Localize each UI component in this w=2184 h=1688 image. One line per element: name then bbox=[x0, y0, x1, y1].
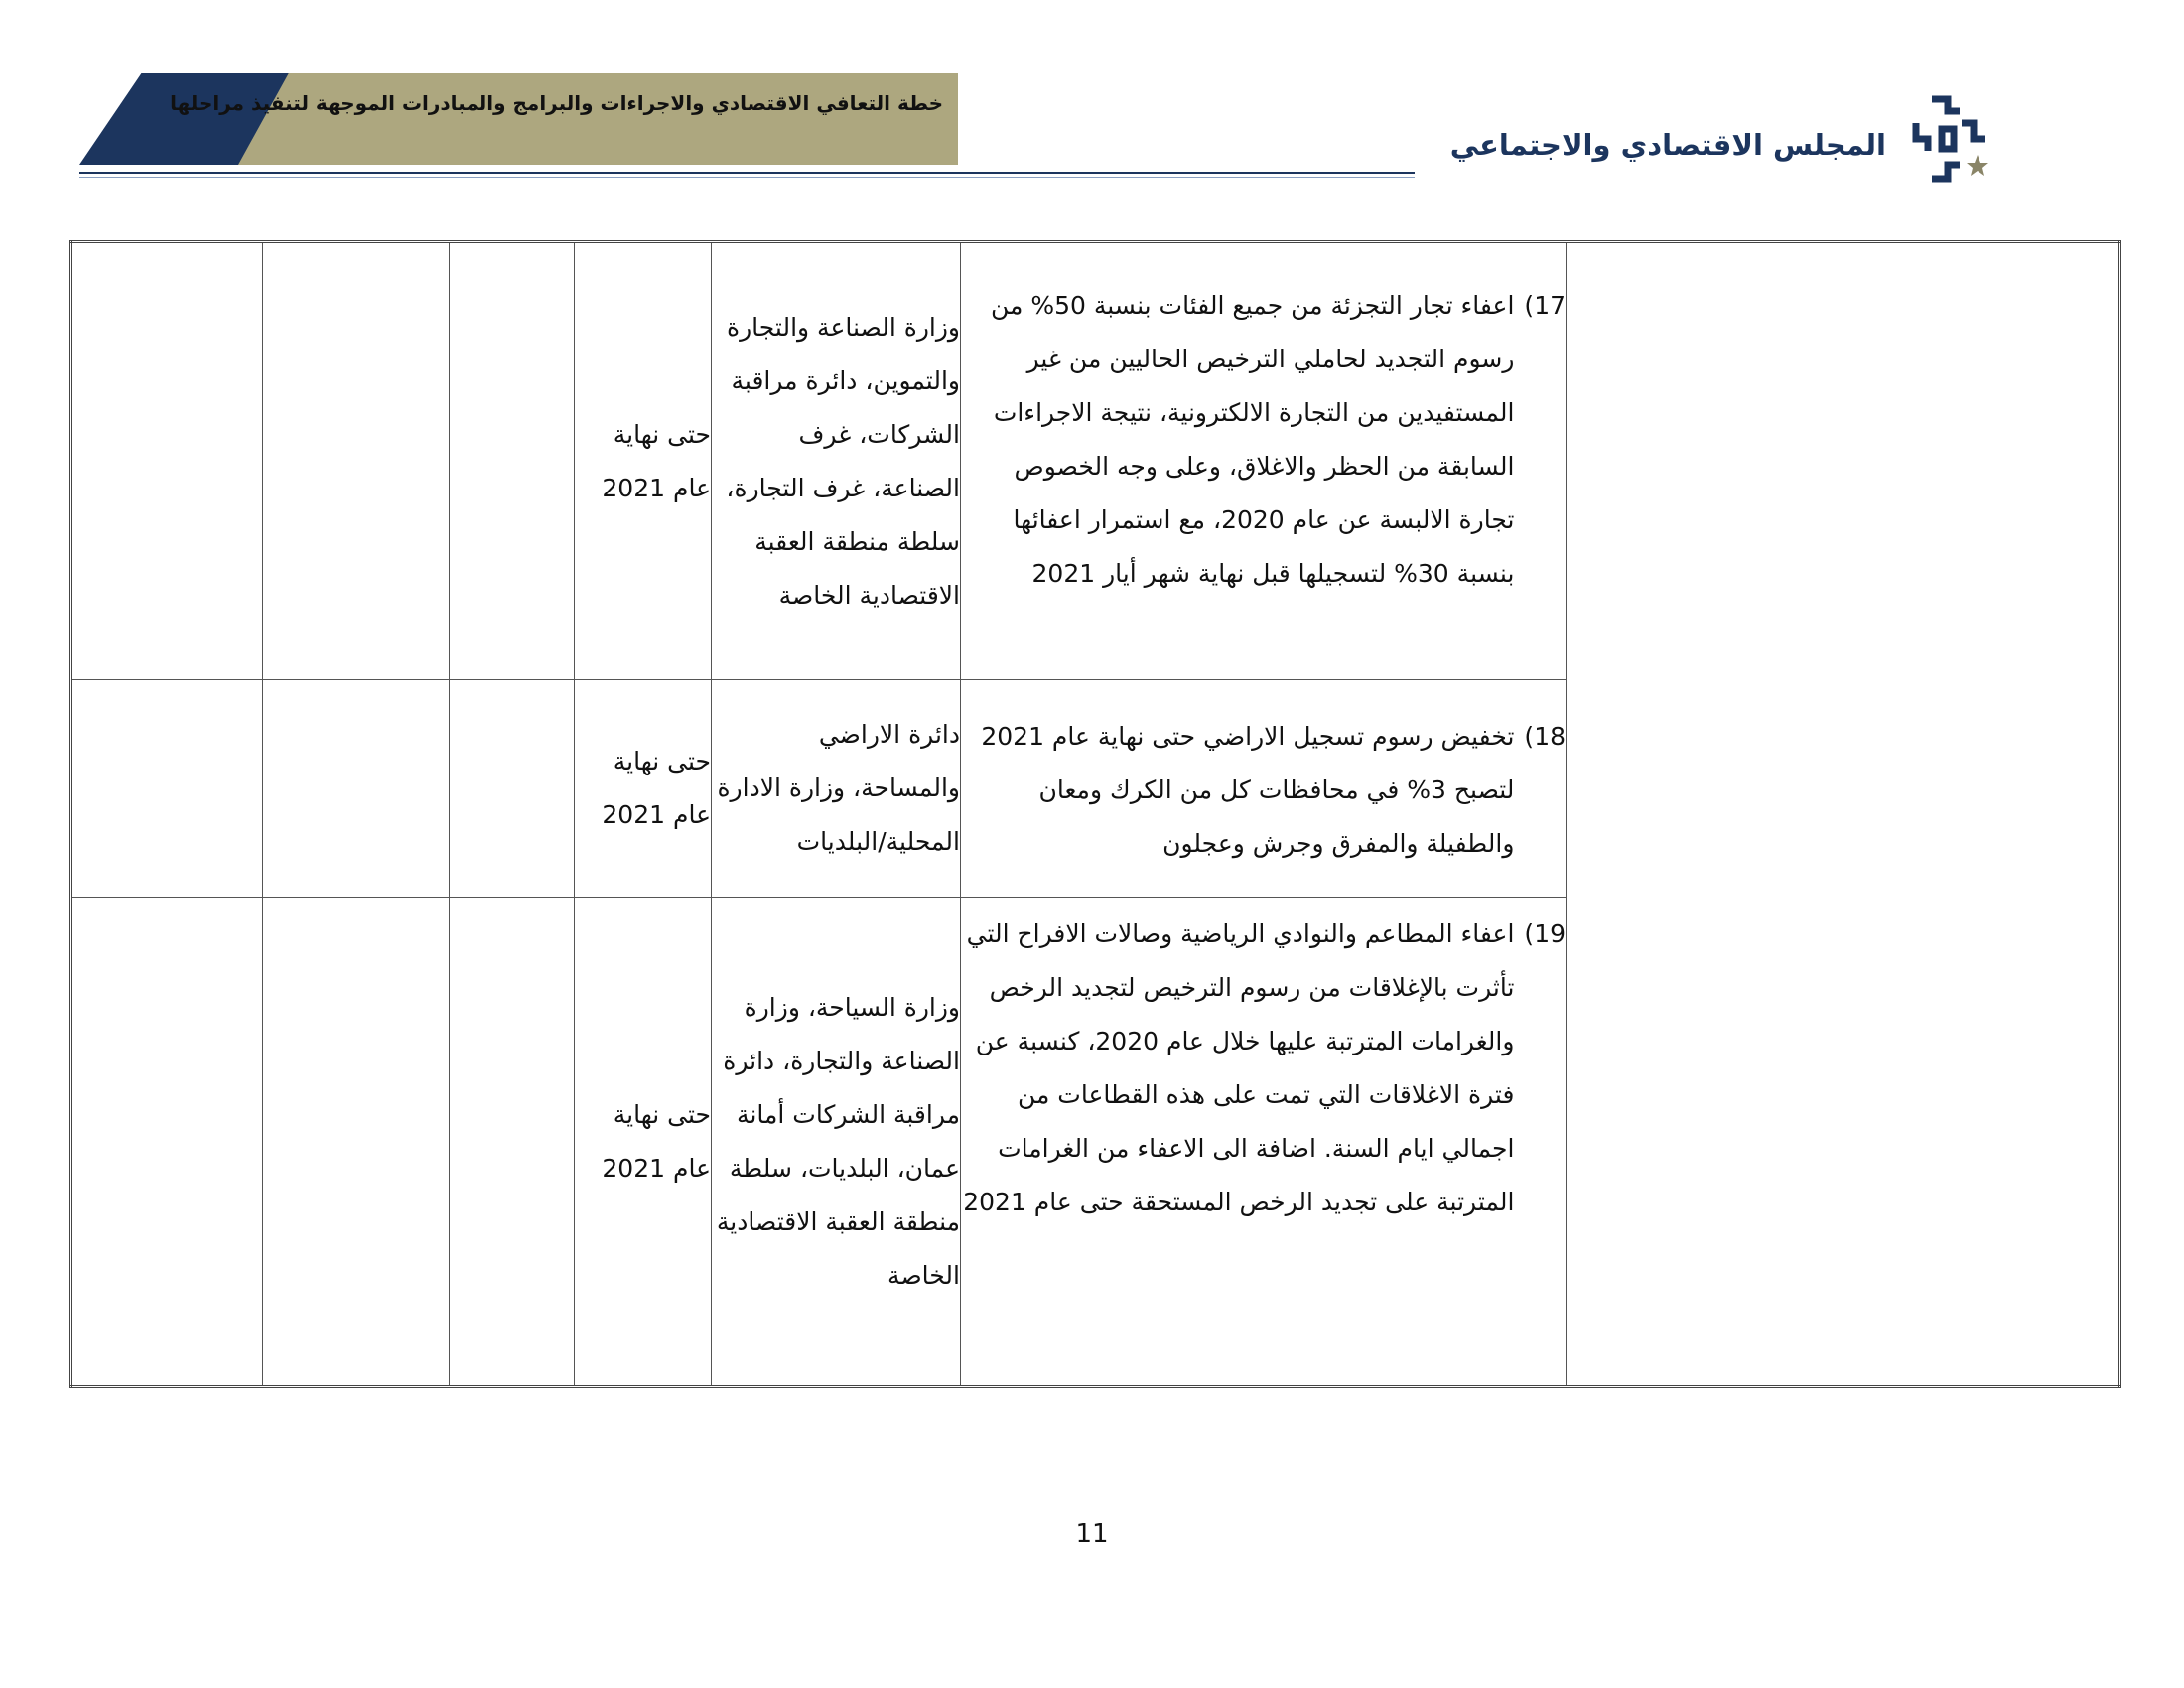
item-number: 19) bbox=[1524, 919, 1566, 948]
empty-cell bbox=[71, 680, 263, 898]
empty-cell bbox=[450, 242, 575, 680]
entities-cell: دائرة الاراضي والمساحة، وزارة الادارة المحلية/البلديات bbox=[712, 680, 961, 898]
entities-cell: وزارة السياحة، وزارة الصناعة والتجارة، دائرة مراقبة الشركات أمانة عمان، البلديات، سلطة منطقة العقبة الاقتصادية الخاصة bbox=[712, 898, 961, 1387]
measure-cell bbox=[961, 242, 1567, 680]
measure-text: اعفاء المطاعم والنوادي الرياضية وصالات الافراح التي تأثرت بالإغلاقات من رسوم الترخيص لتجديد الرخص والغرامات المترتبة عليها خلال عام 2020، كنسبة عن فترة الاغلاقات التي تمت على هذه القطاعات من اجمالي ايام السنة. اضافة الى الاعفاء من الغرامات المترتبة على تجديد الرخص المستحقة حتى عام 2021 bbox=[963, 919, 1515, 1216]
empty-cell bbox=[1567, 242, 2120, 1387]
timeline-cell: حتى نهاية عام 2021 bbox=[575, 898, 712, 1387]
council-logo-icon bbox=[1902, 93, 1991, 185]
empty-cell bbox=[450, 898, 575, 1387]
entities-cell: وزارة الصناعة والتجارة والتموين، دائرة مراقبة الشركات، غرف الصناعة، غرف التجارة، سلطة منطقة العقبة الاقتصادية الخاصة bbox=[712, 242, 961, 680]
empty-cell bbox=[71, 242, 263, 680]
timeline-cell: حتى نهاية عام 2021 bbox=[575, 680, 712, 898]
page-number: 11 bbox=[1075, 1519, 1109, 1549]
empty-cell bbox=[263, 898, 450, 1387]
logo-text: المجلس الاقتصادي والاجتماعي bbox=[1449, 128, 1886, 162]
header-divider bbox=[79, 172, 1415, 174]
table-row bbox=[71, 242, 2120, 680]
empty-cell bbox=[263, 242, 450, 680]
empty-cell bbox=[450, 680, 575, 898]
empty-cell bbox=[71, 898, 263, 1387]
measure-cell bbox=[961, 680, 1567, 898]
item-number: 18) bbox=[1524, 722, 1566, 751]
item-number: 17) bbox=[1524, 291, 1566, 320]
header-divider-light bbox=[79, 177, 1415, 178]
empty-cell bbox=[263, 680, 450, 898]
measure-text: اعفاء تجار التجزئة من جميع الفئات بنسبة 50% من رسوم التجديد لحاملي الترخيص الحاليين من غير المستفيدين من التجارة الالكترونية، نتيجة الاجراءات السابقة من الحظر والاغلاق، وعلى وجه الخصوص تجارة الالبسة عن عام 2020، مع استمرار اعفائها بنسبة 30% لتسجيلها قبل نهاية شهر أيار 2021 bbox=[990, 291, 1515, 588]
timeline-cell: حتى نهاية عام 2021 bbox=[575, 242, 712, 680]
measure-cell bbox=[961, 898, 1567, 1387]
measure-text: تخفيض رسوم تسجيل الاراضي حتى نهاية عام 2021 لتصبح 3% في محافظات كل من الكرك ومعان والطفيلة والمفرق وجرش وعجلون bbox=[981, 722, 1515, 858]
header-title: خطة التعافي الاقتصادي والاجراءات والبرامج والمبادرات الموجهة لتنفيذ مراحلها bbox=[170, 91, 943, 115]
measures-table bbox=[69, 240, 2121, 1388]
